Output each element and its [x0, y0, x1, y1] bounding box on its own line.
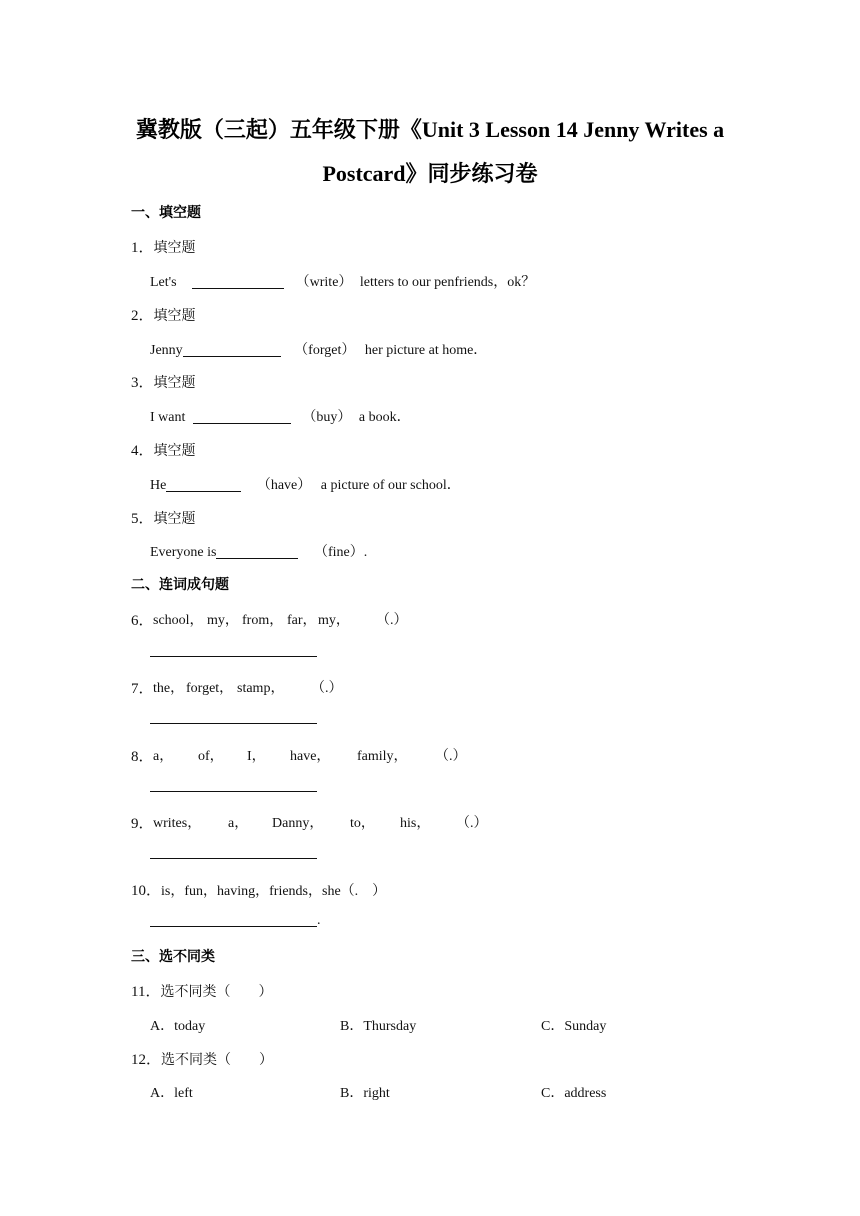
question-number	[131, 507, 196, 528]
question-number	[131, 304, 196, 325]
answer-line[interactable]	[150, 723, 317, 724]
question-label: 选不同类（ ）	[160, 984, 273, 1000]
word-hint: （forget）	[294, 343, 356, 358]
sentence-start: Let's	[150, 275, 177, 290]
sentence-end: letters to our penfriends，ok？	[359, 275, 536, 290]
sentence-start: I want	[150, 410, 186, 425]
option-b[interactable]: B．Thursday	[340, 1019, 417, 1034]
scrambled-word: writes，	[153, 816, 202, 831]
answer-line[interactable]	[150, 791, 317, 792]
scrambled-word: far，	[287, 613, 317, 628]
question-num: 3．	[131, 375, 154, 391]
scrambled-word: to，	[350, 816, 375, 831]
question-sentence	[150, 474, 461, 494]
scrambled-word: my，	[318, 613, 350, 628]
scrambled-word: Danny，	[272, 816, 324, 831]
word-hint: （fine）	[313, 545, 364, 560]
page-title-line2: Postcard》同步练习卷	[322, 161, 538, 186]
word-hint: （have）	[256, 478, 312, 493]
scrambled-word: （.）	[311, 681, 343, 696]
scrambled-word: （.）	[456, 816, 488, 831]
question-label: 填空题	[153, 240, 196, 256]
question-sentence	[150, 339, 487, 359]
question-sentence	[150, 406, 411, 426]
question-number	[131, 439, 196, 460]
option-a[interactable]: A．today	[150, 1019, 206, 1034]
scrambled-words: is，fun，having，friends，she（. ）	[161, 884, 387, 899]
question-number	[131, 879, 386, 900]
answer-line[interactable]	[150, 926, 317, 927]
sentence-end: her picture at home．	[364, 343, 488, 358]
sentence-period: .	[317, 913, 321, 928]
answer-line[interactable]	[150, 858, 317, 859]
question-label: 填空题	[153, 375, 196, 391]
sentence-end: a picture of our school．	[320, 478, 461, 493]
answer-blank[interactable]	[183, 341, 281, 357]
question-label: 选不同类（ ）	[161, 1052, 274, 1068]
scrambled-word: （.）	[376, 613, 408, 628]
question-number	[131, 1048, 273, 1069]
word-hint: （write）	[295, 275, 353, 290]
question-label: 填空题	[153, 308, 196, 324]
question-num: 4．	[131, 443, 154, 459]
page-title: 冀教版（三起）五年级下册《Unit 3 Lesson 14 Jenny Writes a	[135, 117, 725, 142]
scrambled-word: his，	[400, 816, 431, 831]
option-c[interactable]: C．address	[541, 1086, 607, 1101]
sentence-start: He	[150, 478, 167, 493]
question-number: 9．	[131, 816, 154, 832]
question-sentence	[150, 271, 535, 291]
answer-blank[interactable]	[216, 543, 298, 559]
scrambled-word: （.）	[435, 749, 467, 764]
section-heading-odd-one-out: 三、选不同类	[131, 949, 215, 965]
question-num: 5．	[131, 511, 154, 527]
section-heading-fill-blank: 一、填空题	[131, 205, 201, 221]
question-num: 10．	[131, 883, 162, 899]
question-sentence	[150, 541, 367, 561]
question-number: 6．	[131, 613, 154, 629]
scrambled-word: stamp，	[237, 681, 285, 696]
question-label: 填空题	[153, 511, 196, 527]
question-number	[131, 980, 272, 1001]
sentence-start: Everyone is	[150, 545, 217, 560]
question-num: 11．	[131, 984, 161, 1000]
question-label: 填空题	[153, 443, 196, 459]
scrambled-word: forget，	[186, 681, 234, 696]
sentence-end: .	[363, 545, 368, 560]
answer-blank[interactable]	[193, 408, 291, 424]
question-number: 7．	[131, 681, 154, 697]
question-num: 12．	[131, 1052, 162, 1068]
option-c[interactable]: C．Sunday	[541, 1019, 607, 1034]
scrambled-word: the，	[153, 681, 185, 696]
scrambled-word: have，	[290, 749, 331, 764]
question-number	[131, 371, 196, 392]
question-num: 2．	[131, 308, 154, 324]
option-b[interactable]: B．right	[340, 1086, 390, 1101]
scrambled-word: from，	[242, 613, 284, 628]
question-num: 1．	[131, 240, 154, 256]
scrambled-word: my，	[207, 613, 239, 628]
word-hint: （buy）	[302, 410, 352, 425]
answer-blank[interactable]	[192, 273, 284, 289]
section-heading-reorder: 二、连词成句题	[131, 577, 229, 593]
question-number: 8．	[131, 749, 154, 765]
scrambled-word: I，	[247, 749, 266, 764]
sentence-start: Jenny	[150, 343, 183, 358]
scrambled-word: family，	[357, 749, 408, 764]
question-number	[131, 236, 196, 257]
scrambled-word: school，	[153, 613, 204, 628]
scrambled-word: a，	[228, 816, 249, 831]
scrambled-word: of，	[198, 749, 224, 764]
answer-blank[interactable]	[166, 476, 241, 492]
scrambled-word: a，	[153, 749, 174, 764]
answer-line[interactable]	[150, 656, 317, 657]
sentence-end: a book．	[358, 410, 411, 425]
option-a[interactable]: A．left	[150, 1086, 193, 1101]
